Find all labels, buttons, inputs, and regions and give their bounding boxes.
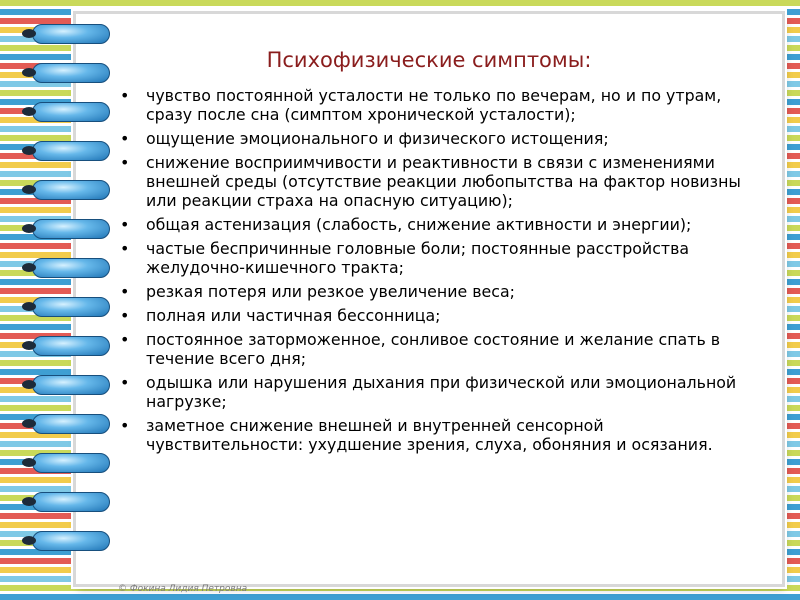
list-item	[116, 373, 752, 411]
bullet-icon: •	[120, 330, 130, 349]
bullet-icon: •	[120, 282, 130, 301]
bullet-icon: •	[120, 129, 130, 148]
binder-ring-icon	[22, 24, 108, 44]
list-item	[116, 239, 752, 277]
list-item	[116, 86, 752, 124]
symptom-list	[116, 86, 752, 454]
bullet-icon: •	[120, 306, 130, 325]
binder-ring-icon	[22, 453, 108, 473]
bullet-icon: •	[120, 86, 130, 105]
slide-title: Психофизические симптомы:	[266, 48, 592, 72]
list-item-text: полная или частичная бессонница;	[146, 306, 441, 325]
bullet-icon: •	[120, 373, 130, 392]
footer-credit: © Фокина Лидия Петровна	[118, 584, 248, 594]
list-item	[116, 330, 752, 368]
list-item	[116, 306, 752, 325]
slide-content	[116, 86, 752, 459]
list-item-text: заметное снижение внешней и внутренней сенсорной чувствительности: ухудшение зрения, слуха, обоняния и осязания.	[146, 416, 713, 454]
binder-ring-icon	[22, 180, 108, 200]
list-item	[116, 416, 752, 454]
binder-ring-icon	[22, 102, 108, 122]
bullet-icon: •	[120, 239, 130, 258]
list-item-text: общая астенизация (слабость, снижение активности и энергии);	[146, 215, 692, 234]
list-item	[116, 215, 752, 234]
binder-ring-icon	[22, 141, 108, 161]
list-item-text: чувство постоянной усталости не только по вечерам, но и по утрам, сразу после сна (симптом хронической усталости);	[146, 86, 722, 124]
bullet-icon: •	[120, 215, 130, 234]
list-item	[116, 153, 752, 210]
binder-ring-icon	[22, 531, 108, 551]
binder-ring-icon	[22, 219, 108, 239]
binder-rings	[22, 24, 108, 584]
slide-panel	[76, 14, 782, 584]
binder-ring-icon	[22, 375, 108, 395]
binder-ring-icon	[22, 492, 108, 512]
bullet-icon: •	[120, 153, 130, 172]
binder-ring-icon	[22, 297, 108, 317]
list-item	[116, 129, 752, 148]
binder-ring-icon	[22, 414, 108, 434]
list-item-text: ощущение эмоционального и физического истощения;	[146, 129, 609, 148]
list-item-text: одышка или нарушения дыхания при физической или эмоциональной нагрузке;	[146, 373, 737, 411]
list-item	[116, 282, 752, 301]
list-item-text: частые беспричинные головные боли; постоянные расстройства желудочно-кишечного тракта;	[146, 239, 690, 277]
list-item-text: резкая потеря или резкое увеличение веса;	[146, 282, 515, 301]
binder-ring-icon	[22, 258, 108, 278]
binder-ring-icon	[22, 336, 108, 356]
binder-ring-icon	[22, 63, 108, 83]
bullet-icon: •	[120, 416, 130, 435]
list-item-text: постоянное заторможенное, сонливое состояние и желание спать в течение всего дня;	[146, 330, 721, 368]
list-item-text: снижение восприимчивости и реактивности в связи с изменениями внешней среды (отсутствие реакции любопытства на фактор новизны или реакции страха на опасную ситуацию);	[146, 153, 741, 210]
